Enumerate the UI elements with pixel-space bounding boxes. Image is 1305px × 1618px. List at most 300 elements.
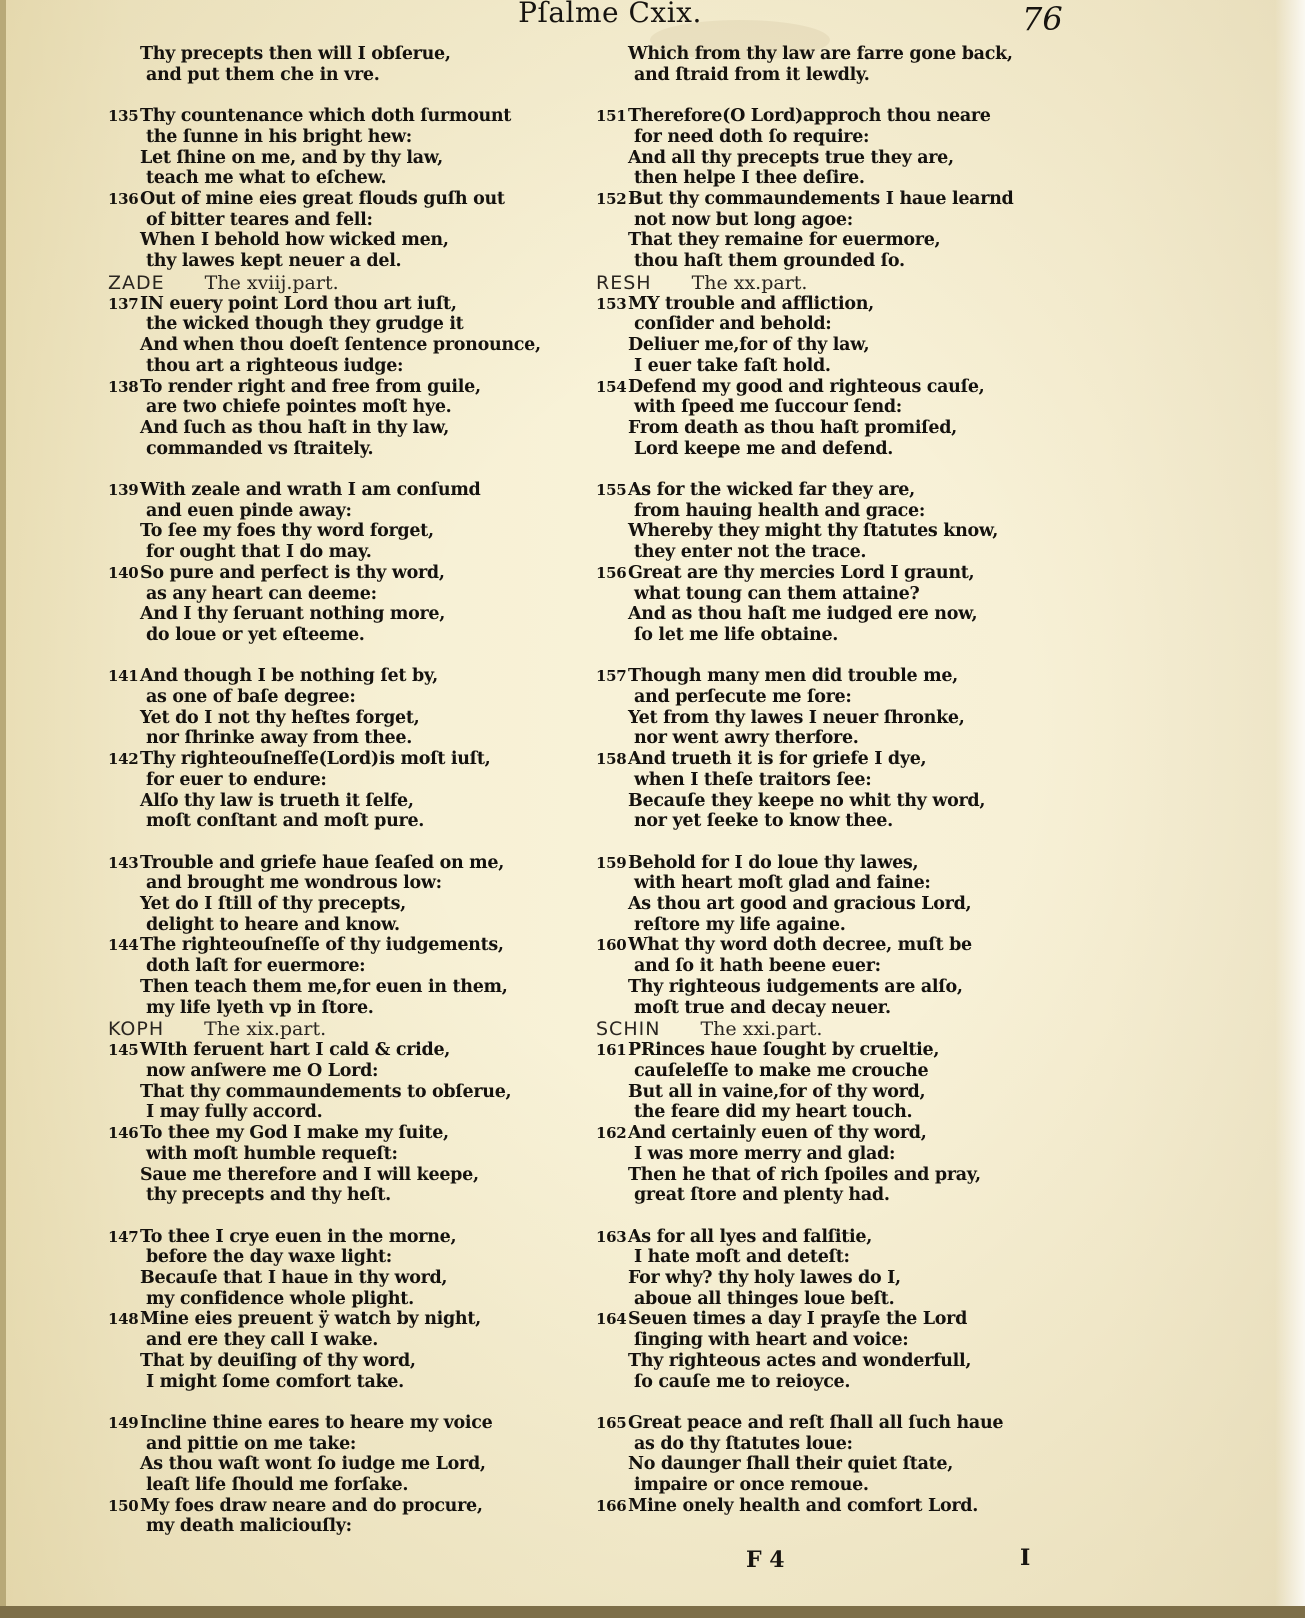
stanza-gap [108,1392,538,1413]
verse-text: and perſecute me ſore: [634,687,852,708]
verse-text: My foes draw neare and do procure, [140,1495,483,1516]
verse-line [596,189,1066,210]
verse-text: great ſtore and plenty had. [634,1185,890,1206]
verse-line [108,1061,538,1082]
verse-text: Trouble and griefe haue ſeaſed on me, [140,852,504,873]
verse-number: 153 [596,294,627,313]
verse-text: ſo cauſe me to reioyce. [634,1371,851,1392]
verse-text: Seuen times a day I prayſe the Lord [628,1309,968,1330]
verse-text: Then he that of rich ſpoiles and pray, [628,1164,981,1185]
verse-line [108,584,538,605]
verse-line [596,1040,1066,1061]
verse-line [108,1434,538,1455]
verse-text: moſt true and decay neuer. [634,997,891,1018]
verse-text: But thy commaundements I haue learnd [628,188,1014,209]
verse-text: Then teach them me,for euen in them, [140,976,508,997]
verse-text: To thee my God I make my ſuite, [140,1123,449,1144]
verse-text: And I thy ſeruant nothing more, [140,604,446,625]
verse-line [108,377,538,398]
verse-text: as do thy ſtatutes loue: [634,1433,853,1454]
verse-line [108,625,538,646]
verse-text: As thou art good and gracious Lord, [628,894,972,915]
verse-text: And as thou haſt me iudged ere now, [628,604,978,625]
verse-text: I euer take faſt hold. [634,355,831,376]
verse-text: commanded vs ſtraitely. [146,438,374,459]
verse-text: But all in vaine,for of thy word, [628,1081,926,1102]
verse-text: That by deuiſing of thy word, [140,1350,416,1371]
verse-number: 150 [108,1496,139,1515]
stanza-gap [596,646,1066,667]
verse-line [108,708,538,729]
verse-line [108,1102,538,1123]
hebrew-letter-name: RESH [596,271,652,294]
verse-text: No daunger ſhall their quiet ſtate, [628,1454,954,1475]
verse-line [596,1082,1066,1103]
verse-line [596,1289,1066,1310]
verse-line [596,356,1066,377]
verse-line [596,625,1066,646]
verse-text: I was more merry and glad: [634,1143,896,1164]
verse-text: my life lyeth vp in ſtore. [146,997,374,1018]
verse-text: Thy righteouſneſſe(Lord)is moſt iuſt, [140,749,491,770]
verse-line [108,563,538,584]
signature-mark: F 4 [746,1547,785,1573]
verse-line [108,1247,538,1268]
verse-number: 157 [596,667,627,686]
verse-number: 144 [108,936,139,955]
verse-text: delight to heare and know. [146,914,400,935]
verse-text: Becauſe they keepe no whit thy word, [628,790,986,811]
verse-line [596,314,1066,335]
verse-line [596,106,1066,127]
verse-text: Lord keepe me and defend. [634,438,894,459]
verse-line [108,251,538,272]
verse-text: and brought me wondrous low: [146,873,442,894]
verse-line [596,439,1066,460]
verse-text: thou haſt them grounded ſo. [634,251,905,272]
verse-text: Thy righteous iudgements are alſo, [628,976,963,997]
verse-line [596,853,1066,874]
verse-number: 148 [108,1310,139,1329]
verse-line [108,1372,538,1393]
verse-line [596,915,1066,936]
verse-line [108,791,538,812]
verse-number: 147 [108,1227,139,1246]
verse-line [108,687,538,708]
verse-line [596,1330,1066,1351]
verse-line [596,44,1066,65]
verse-line [108,397,538,418]
verse-line [596,977,1066,998]
stanza-gap [108,459,538,480]
verse-text: Thy righteous actes and wonderfull, [628,1350,972,1371]
verse-line [596,728,1066,749]
stanza-gap [596,459,1066,480]
verse-text: Thy countenance which doth ſurmount [140,106,512,127]
verse-text: aboue all thinges loue beſt. [634,1288,895,1309]
verse-line [596,1165,1066,1186]
verse-line [108,1268,538,1289]
verse-line [596,770,1066,791]
verse-text: When I behold how wicked men, [140,230,449,251]
verse-text: my death maliciouſly: [146,1516,352,1537]
verse-line [108,314,538,335]
verse-line [108,480,538,501]
verse-line [596,1268,1066,1289]
verse-line [596,1123,1066,1144]
verse-number: 142 [108,750,139,769]
section-heading [108,272,538,294]
verse-number: 146 [108,1124,139,1143]
verse-line [108,1475,538,1496]
verse-text: WIth feruent hart I cald & cride, [140,1040,451,1061]
verse-text: As for all lyes and falſitie, [628,1226,872,1247]
verse-line [596,501,1066,522]
verse-line [596,230,1066,251]
verse-line [596,65,1066,86]
verse-line [108,873,538,894]
verse-line [108,894,538,915]
verse-line [108,1289,538,1310]
verse-line [108,501,538,522]
verse-text: ſo let me life obtaine. [634,624,839,645]
section-heading [108,1018,538,1040]
verse-line [596,1061,1066,1082]
verse-line [596,1102,1066,1123]
verse-text: reſtore my life againe. [634,914,846,935]
verse-number: 135 [108,107,139,126]
stanza-gap [596,85,1066,106]
verse-line [108,1516,538,1537]
verse-text: nor went awry therfore. [634,728,859,749]
verse-line [108,168,538,189]
verse-line [596,708,1066,729]
verse-text: ſinging with heart and voice: [634,1330,909,1351]
verse-text: nor ſhrinke away from thee. [146,728,413,749]
verse-line [108,1040,538,1061]
verse-line [596,542,1066,563]
verse-line [596,397,1066,418]
verse-text: from hauing health and grace: [634,500,925,521]
verse-line [596,377,1066,398]
verse-number: 140 [108,563,139,582]
verse-text: So pure and perfect is thy word, [140,562,445,583]
verse-text: Great are thy mercies Lord I graunt, [628,562,975,583]
verse-text: Yet do I not thy heſtes forget, [140,707,420,728]
verse-text: for ought that I do may. [146,542,372,563]
verse-line [108,1330,538,1351]
verse-line [108,1123,538,1144]
verse-text: And certainly euen of thy word, [628,1123,927,1144]
page-edge [1275,0,1305,1618]
verse-text: Yet from thy lawes I neuer ſhronke, [628,707,965,728]
part-label: The xxi.part. [700,1018,823,1041]
verse-line [108,915,538,936]
running-head: Pſalme Cxix. [518,0,702,29]
verse-text: as one of baſe degree: [146,687,356,708]
verse-number: 143 [108,853,139,872]
verse-text: To thee I crye euen in the morne, [140,1226,457,1247]
verse-line [596,687,1066,708]
verse-text: and ſo it hath beene euer: [634,956,881,977]
verse-line [108,1144,538,1165]
verse-line [596,894,1066,915]
verse-line [108,1351,538,1372]
verse-line [108,65,538,86]
verse-line [108,44,538,65]
verse-number: 163 [596,1227,627,1246]
hebrew-letter-name: ZADE [108,271,165,294]
verse-line [596,1372,1066,1393]
verse-line [108,1309,538,1330]
verse-line [596,604,1066,625]
verse-text: with moſt humble requeſt: [146,1143,398,1164]
verse-text: leaſt life ſhould me forſake. [146,1475,409,1496]
verse-text: what toung can them attaine? [634,583,920,604]
stanza-gap [596,1392,1066,1413]
verse-line [596,811,1066,832]
verse-line [108,1496,538,1517]
part-label: The xx.part. [691,271,808,294]
verse-line [108,1454,538,1475]
verse-number: 159 [596,853,627,872]
verse-line [108,542,538,563]
verse-number: 138 [108,377,139,396]
verse-number: 154 [596,377,627,396]
verse-number: 165 [596,1413,627,1432]
verse-text: and ere they call I wake. [146,1330,379,1351]
verse-text: doth laſt for euermore: [146,956,366,977]
verse-text: Mine eies preuent ÿ watch by night, [140,1309,481,1330]
verse-number: 152 [596,189,627,208]
verse-text: thou art a righteous iudge: [146,355,404,376]
verse-number: 162 [596,1124,627,1143]
verse-text: IN euery point Lord thou art iuſt, [140,293,457,314]
verse-text: impaire or once remoue. [634,1475,869,1496]
verse-line [596,873,1066,894]
verse-text: my confidence whole plight. [146,1288,414,1309]
verse-line [108,127,538,148]
verse-line [596,998,1066,1019]
verse-text: As thou waſt wont ſo iudge me Lord, [140,1454,486,1475]
verse-text: And when thou doeſt ſentence pronounce, [140,335,541,356]
verse-text: now anſwere me O Lord: [146,1060,379,1081]
verse-line [108,728,538,749]
catchword: I [1020,1545,1031,1571]
verse-line [108,439,538,460]
verse-line [108,749,538,770]
verse-number: 166 [596,1496,627,1515]
stanza-gap [108,1206,538,1227]
verse-number: 161 [596,1041,627,1060]
folio-number: 76 [1022,0,1063,38]
verse-number: 155 [596,481,627,500]
verse-text: Behold for I do loue thy lawes, [628,852,919,873]
hebrew-letter-name: KOPH [108,1018,165,1041]
verse-number: 139 [108,481,139,500]
verse-number: 149 [108,1413,139,1432]
hebrew-letter-name: SCHIN [596,1018,661,1041]
verse-line [108,418,538,439]
verse-text: That they remaine for euermore, [628,230,941,251]
left-column [108,44,541,1537]
verse-text: Deliuer me,for of thy law, [628,335,870,356]
verse-line [596,749,1066,770]
verse-text: Great peace and reſt ſhall all ſuch haue [628,1412,1004,1433]
verse-text: Incline thine eares to heare my voice [140,1412,493,1433]
verse-text: Though many men did trouble me, [628,666,958,687]
verse-text: for need doth ſo require: [634,126,870,147]
verse-text: Which from thy law are farre gone back, [628,44,1013,64]
verse-line [596,935,1066,956]
verse-line [596,563,1066,584]
verse-text: Out of mine eies great flouds guſh out [140,188,505,209]
verse-text: moſt conſtant and moſt pure. [146,811,425,832]
verse-text: with ſpeed me ſuccour ſend: [634,397,902,418]
verse-text: thy precepts and thy heſt. [146,1185,391,1206]
verse-text: when I theſe traitors ſee: [634,769,872,790]
verse-text: thy lawes kept neuer a del. [146,251,402,272]
part-label: The xix.part. [204,1018,327,1041]
verse-line [596,956,1066,977]
verse-line [108,294,538,315]
verse-text: the feare did my heart touch. [634,1102,913,1123]
verse-line [596,127,1066,148]
verse-line [108,853,538,874]
verse-line [108,1165,538,1186]
verse-text: As for the wicked far they are, [628,480,915,501]
verse-text: and put them che in vre. [146,64,380,85]
right-column [596,44,1066,1516]
verse-line [108,998,538,1019]
verse-text: with heart moſt glad and faine: [634,873,931,894]
verse-line [108,977,538,998]
verse-line [108,666,538,687]
verse-text: before the day waxe light: [146,1247,392,1268]
verse-line [596,1454,1066,1475]
verse-text: Defend my good and righteous cauſe, [628,376,985,397]
verse-line [596,584,1066,605]
verse-text: Becauſe that I haue in thy word, [140,1268,448,1288]
verse-line [596,1247,1066,1268]
verse-line [108,1227,538,1248]
verse-text: for euer to endure: [146,769,327,790]
verse-line [596,791,1066,812]
verse-line [596,418,1066,439]
page-bottom-edge [0,1606,1305,1618]
verse-text: To ſee my foes thy word forget, [140,521,434,542]
verse-line [108,935,538,956]
stanza-gap [596,832,1066,853]
verse-text: To render right and free from guile, [140,376,481,397]
verse-number: 137 [108,294,139,313]
verse-line [596,1227,1066,1248]
verse-line [108,356,538,377]
verse-text: as any heart can deeme: [146,583,377,604]
page-gutter [0,0,6,1618]
verse-text: cauſeleſſe to make me crouche [634,1060,929,1081]
verse-text: PRinces haue ſought by crueltie, [628,1040,940,1061]
verse-text: What thy word doth decree, muſt be [628,935,972,956]
verse-line [596,1185,1066,1206]
verse-text: not now but long agoe: [634,209,853,230]
verse-line [596,521,1066,542]
verse-text: Let ſhine on me, and by thy law, [140,147,443,168]
verse-line [108,106,538,127]
verse-text: the ſunne in his bright hew: [146,126,412,147]
verse-text: nor yet ſeeke to know thee. [634,811,893,832]
verse-text: and pittie on me take: [146,1433,357,1454]
verse-text: teach me what to eſchew. [146,168,387,189]
verse-text: That thy commaundements to obſerue, [140,1081,512,1102]
verse-line [596,480,1066,501]
verse-text: For why? thy holy lawes do I, [628,1268,901,1288]
verse-number: 156 [596,563,627,582]
verse-text: are two chiefe pointes moſt hye. [146,397,452,418]
verse-line [596,1351,1066,1372]
verse-line [108,770,538,791]
verse-text: With zeale and wrath I am conſumd [140,480,481,501]
verse-line [596,1475,1066,1496]
verse-text: they enter not the trace. [634,542,867,563]
verse-text: Alſo thy law is trueth it ſelfe, [140,790,414,811]
verse-text: From death as thou haſt promiſed, [628,417,957,438]
verse-text: of bitter teares and fell: [146,209,373,230]
verse-line [596,148,1066,169]
verse-text: Yet do I ſtill of thy precepts, [140,894,406,915]
verse-text: Whereby they might thy ſtatutes know, [628,521,999,542]
verse-text: the wicked though they grudge it [146,314,464,335]
verse-text: I hate moſt and deteſt: [634,1247,850,1268]
verse-line [108,1185,538,1206]
verse-line [108,148,538,169]
verse-line [108,956,538,977]
verse-line [596,1434,1066,1455]
verse-text: and ſtraid from it lewdly. [634,64,870,85]
verse-line [596,210,1066,231]
verse-line [596,1496,1066,1517]
verse-line [108,189,538,210]
verse-line [108,230,538,251]
stanza-gap [108,832,538,853]
verse-number: 151 [596,107,627,126]
verse-text: Thy precepts then will I obſerue, [140,44,451,64]
verse-text: The righteouſneſſe of thy iudgements, [140,935,504,956]
verse-line [596,1413,1066,1434]
verse-number: 145 [108,1041,139,1060]
verse-text: And trueth it is for griefe I dye, [628,749,927,770]
verse-text: and euen pinde away: [146,500,352,521]
verse-line [108,521,538,542]
verse-line [596,251,1066,272]
verse-number: 158 [596,750,627,769]
verse-text: do loue or yet eſteeme. [146,624,365,645]
verse-line [596,1144,1066,1165]
verse-text: Saue me therefore and I will keepe, [140,1164,479,1185]
verse-text: And all thy precepts true they are, [628,147,954,168]
verse-line [108,1413,538,1434]
verse-text: MY trouble and affliction, [628,293,874,314]
verse-line [108,811,538,832]
verse-line [596,1309,1066,1330]
stanza-gap [108,85,538,106]
verse-line [108,1082,538,1103]
verse-line [596,294,1066,315]
verse-number: 164 [596,1310,627,1329]
verse-number: 141 [108,667,139,686]
verse-line [596,168,1066,189]
verse-line [108,210,538,231]
